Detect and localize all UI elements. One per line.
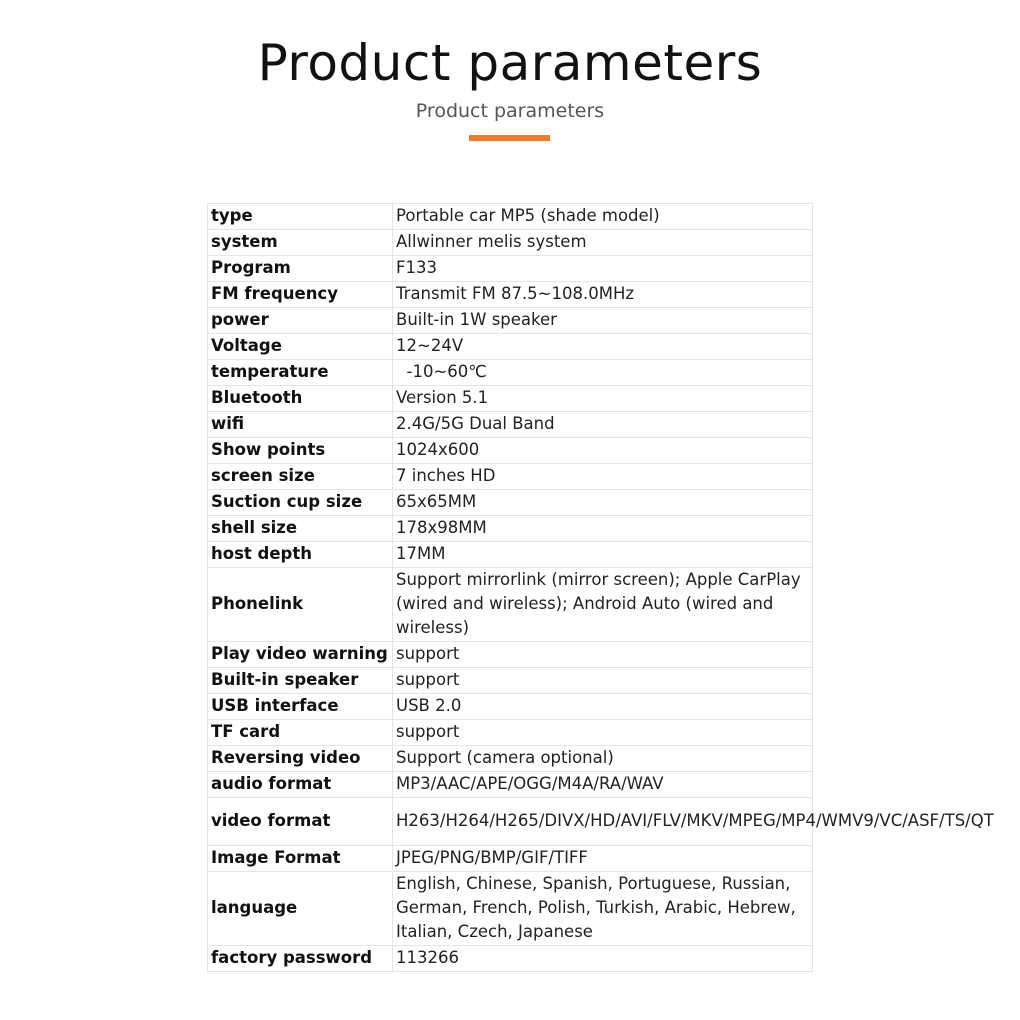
- spec-row: [208, 746, 813, 772]
- spec-value: Portable car MP5 (shade model): [393, 204, 813, 230]
- spec-value: support: [393, 720, 813, 746]
- spec-row: [208, 720, 813, 746]
- spec-label: Suction cup size: [208, 490, 393, 516]
- spec-row: [208, 668, 813, 694]
- spec-value: English, Chinese, Spanish, Portuguese, Russian, German, French, Polish, Turkish, Arabic, Hebrew, Italian, Czech, Japanese: [393, 872, 813, 946]
- spec-label: screen size: [208, 464, 393, 490]
- spec-value: 12~24V: [393, 334, 813, 360]
- spec-value: USB 2.0: [393, 694, 813, 720]
- spec-label: USB interface: [208, 694, 393, 720]
- spec-row: [208, 204, 813, 230]
- page-title: Product parameters: [257, 34, 763, 92]
- spec-row: [208, 308, 813, 334]
- spec-row: [208, 360, 813, 386]
- spec-row: [208, 334, 813, 360]
- spec-row: [208, 464, 813, 490]
- spec-label: Image Format: [208, 846, 393, 872]
- spec-row: [208, 490, 813, 516]
- spec-label: temperature: [208, 360, 393, 386]
- spec-value: -10~60℃: [393, 360, 813, 386]
- spec-label: Program: [208, 256, 393, 282]
- spec-row: [208, 694, 813, 720]
- spec-value: Transmit FM 87.5~108.0MHz: [393, 282, 813, 308]
- spec-value: Allwinner melis system: [393, 230, 813, 256]
- spec-value: H263/H264/H265/DIVX/HD/AVI/FLV/MKV/MPEG/MP4/WMV9/VC/ASF/TS/QT: [393, 798, 813, 846]
- spec-label: Show points: [208, 438, 393, 464]
- spec-label: system: [208, 230, 393, 256]
- spec-label: type: [208, 204, 393, 230]
- spec-value: Support mirrorlink (mirror screen); Apple CarPlay (wired and wireless); Android Auto (wired and wireless): [393, 568, 813, 642]
- spec-row: [208, 772, 813, 798]
- spec-label: Play video warning: [208, 642, 393, 668]
- spec-label: Reversing video: [208, 746, 393, 772]
- spec-row: [208, 516, 813, 542]
- spec-label: host depth: [208, 542, 393, 568]
- spec-row: [208, 386, 813, 412]
- spec-row: [208, 412, 813, 438]
- spec-value: 113266: [393, 946, 813, 972]
- spec-table-body: [208, 204, 994, 972]
- spec-label: Voltage: [208, 334, 393, 360]
- spec-label: FM frequency: [208, 282, 393, 308]
- spec-label: Bluetooth: [208, 386, 393, 412]
- spec-value: 7 inches HD: [393, 464, 813, 490]
- title-accent-bar: [469, 135, 550, 141]
- spec-label: wifi: [208, 412, 393, 438]
- spec-value: Version 5.1: [393, 386, 813, 412]
- spec-row: [208, 438, 813, 464]
- spec-row: [208, 568, 813, 642]
- spec-row: [208, 230, 813, 256]
- spec-value: 65x65MM: [393, 490, 813, 516]
- spec-row: [208, 256, 813, 282]
- spec-value: JPEG/PNG/BMP/GIF/TIFF: [393, 846, 813, 872]
- spec-label: Built-in speaker: [208, 668, 393, 694]
- page-subtitle: Product parameters: [415, 100, 605, 122]
- spec-row: [208, 872, 813, 946]
- spec-value: support: [393, 642, 813, 668]
- spec-value: 178x98MM: [393, 516, 813, 542]
- spec-label: TF card: [208, 720, 393, 746]
- spec-label: language: [208, 872, 393, 946]
- spec-value: F133: [393, 256, 813, 282]
- spec-label: power: [208, 308, 393, 334]
- spec-value: 2.4G/5G Dual Band: [393, 412, 813, 438]
- spec-value: 17MM: [393, 542, 813, 568]
- spec-row: [208, 846, 813, 872]
- spec-label: factory password: [208, 946, 393, 972]
- spec-row: [208, 798, 813, 846]
- spec-value: MP3/AAC/APE/OGG/M4A/RA/WAV: [393, 772, 813, 798]
- spec-value: Support (camera optional): [393, 746, 813, 772]
- spec-value: 1024x600: [393, 438, 813, 464]
- spec-label: audio format: [208, 772, 393, 798]
- spec-row: [208, 642, 813, 668]
- spec-row: [208, 282, 813, 308]
- spec-table: [207, 203, 994, 972]
- spec-label: video format: [208, 798, 393, 846]
- spec-value: Built-in 1W speaker: [393, 308, 813, 334]
- spec-row: [208, 946, 813, 972]
- spec-label: Phonelink: [208, 568, 393, 642]
- spec-value: support: [393, 668, 813, 694]
- spec-row: [208, 542, 813, 568]
- spec-label: shell size: [208, 516, 393, 542]
